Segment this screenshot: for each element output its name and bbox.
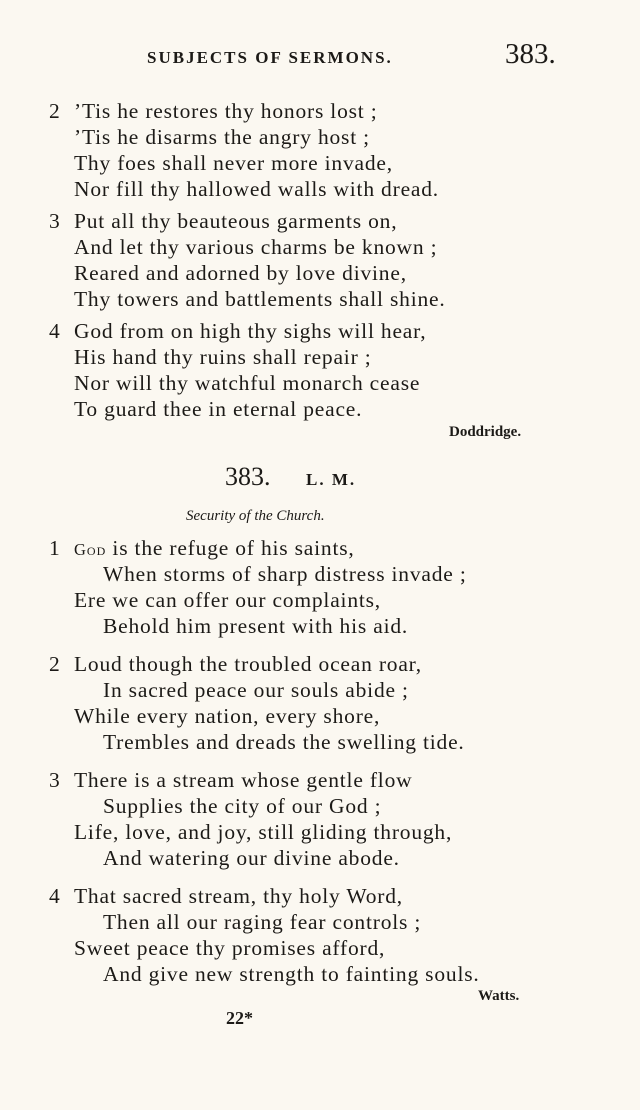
verse-line: Trembles and dreads the swelling tide. — [103, 730, 465, 754]
verse-line: Nor fill thy hallowed walls with dread. — [74, 177, 439, 201]
verse-line: And watering our divine abode. — [103, 846, 400, 870]
verse-line: His hand thy ruins shall repair ; — [74, 345, 372, 369]
page-number: 383. — [505, 38, 556, 70]
verse-line: ’Tis he disarms the angry host ; — [74, 125, 370, 149]
stanza-number: 4 — [49, 319, 60, 343]
stanza-number: 3 — [49, 209, 60, 233]
verse-line: God is the refuge of his saints, — [74, 536, 355, 560]
verse-line: While every nation, every shore, — [74, 704, 381, 728]
verse-line: Thy foes shall never more invade, — [74, 151, 393, 175]
verse-line: Supplies the city of our God ; — [103, 794, 382, 818]
verse-line: Life, love, and joy, still gliding through, — [74, 820, 453, 844]
verse-line: ’Tis he restores thy honors lost ; — [74, 99, 378, 123]
signature-mark: 22* — [226, 1008, 253, 1028]
stanza-number: 2 — [49, 652, 60, 676]
stanza-number: 1 — [49, 536, 60, 560]
verse-line: Reared and adorned by love divine, — [74, 261, 407, 285]
verse-line: That sacred stream, thy holy Word, — [74, 884, 403, 908]
stanza-number: 2 — [49, 99, 60, 123]
verse-line: Then all our raging fear controls ; — [103, 910, 422, 934]
verse-line: And let thy various charms be known ; — [74, 235, 438, 259]
verse-line: Behold him present with his aid. — [103, 614, 409, 638]
hymn-title: Security of the Church. — [186, 508, 325, 524]
stanza-number: 4 — [49, 884, 60, 908]
verse-line: To guard thee in eternal peace. — [74, 397, 363, 421]
verse-line: Put all thy beauteous garments on, — [74, 209, 398, 233]
verse-line: God from on high thy sighs will hear, — [74, 319, 427, 343]
verse-line: And give new strength to fainting souls. — [103, 962, 480, 986]
stanza-number: 3 — [49, 768, 60, 792]
verse-line: Sweet peace thy promises afford, — [74, 936, 386, 960]
verse-line: In sacred peace our souls abide ; — [103, 678, 409, 702]
verse-line: Ere we can offer our complaints, — [74, 588, 381, 612]
hymn-number: 383. — [225, 462, 271, 491]
verse-line: Loud though the troubled ocean roar, — [74, 652, 422, 676]
author-attribution: Watts. — [478, 988, 520, 1004]
verse-line: Nor will thy watchful monarch cease — [74, 371, 421, 395]
author-attribution: Doddridge. — [449, 424, 522, 440]
verse-line: Thy towers and battlements shall shine. — [74, 287, 446, 311]
hymn-meter: L. M. — [306, 470, 357, 489]
verse-line: There is a stream whose gentle flow — [74, 768, 413, 792]
verse-line: When storms of sharp distress invade ; — [103, 562, 467, 586]
running-head: SUBJECTS OF SERMONS. — [147, 48, 393, 67]
smallcaps-word: God — [74, 540, 107, 559]
